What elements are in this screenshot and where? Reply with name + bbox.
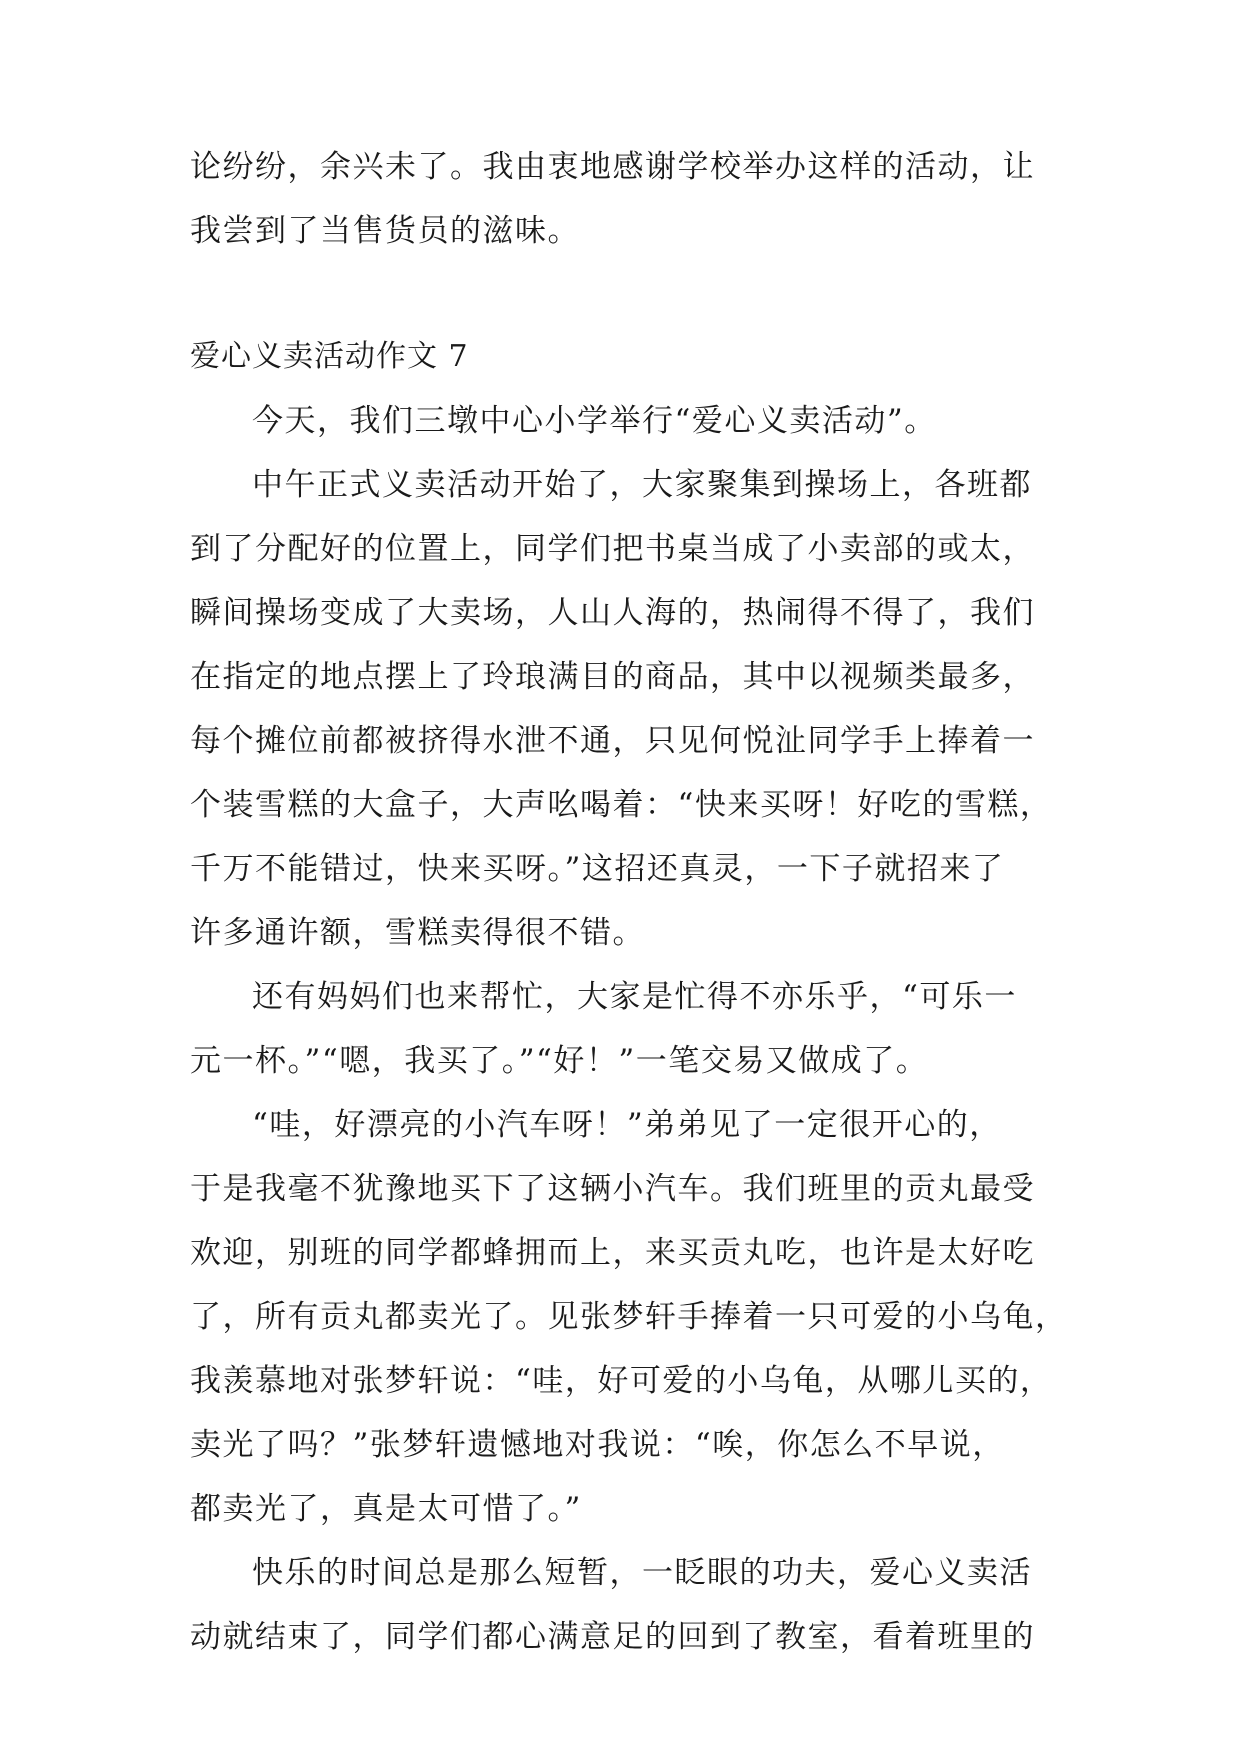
paragraph-line: 千万不能错过，快来买呀。”这招还真灵，一下子就招来了 bbox=[190, 851, 1005, 887]
paragraph-line: 我尝到了当售货员的滋味。 bbox=[190, 213, 580, 249]
paragraph-line: 都卖光了，真是太可惜了。” bbox=[190, 1491, 582, 1527]
paragraph-5 bbox=[190, 1541, 1060, 1669]
paragraph-2 bbox=[190, 453, 1060, 965]
paragraph-line: 了，所有贡丸都卖光了。见张梦轩手捧着一只可爱的小乌龟， bbox=[190, 1299, 1068, 1335]
paragraph-line: 欢迎，别班的同学都蜂拥而上，来买贡丸吃，也许是太好吃 bbox=[190, 1235, 1035, 1271]
paragraph-4 bbox=[190, 1093, 1068, 1541]
paragraph-line: 瞬间操场变成了大卖场，人山人海的，热闹得不得了，我们 bbox=[190, 595, 1035, 631]
paragraph-line: 许多通许额，雪糕卖得很不错。 bbox=[190, 915, 645, 951]
paragraph-line: 每个摊位前都被挤得水泄不通，只见何悦沚同学手上捧着一 bbox=[190, 723, 1035, 759]
paragraph-line: 于是我毫不犹豫地买下了这辆小汽车。我们班里的贡丸最受 bbox=[190, 1171, 1035, 1207]
paragraph-line: 动就结束了，同学们都心满意足的回到了教室，看着班里的 bbox=[190, 1619, 1035, 1655]
paragraph-line: 今天，我们三墩中心小学举行“爱心义卖活动”。 bbox=[252, 403, 937, 439]
section-heading-block bbox=[190, 325, 1060, 389]
paragraph-line: 在指定的地点摆上了玲琅满目的商品，其中以视频类最多， bbox=[190, 659, 1035, 695]
paragraph-1 bbox=[190, 389, 1060, 453]
paragraph-3 bbox=[190, 965, 1060, 1093]
paragraph-line: 我羡慕地对张梦轩说：“哇，好可爱的小乌龟，从哪儿买的， bbox=[190, 1363, 1053, 1399]
section-title: 爱心义卖活动作文 7 bbox=[190, 339, 469, 374]
paragraph-line: 卖光了吗？”张梦轩遗憾地对我说：“唉，你怎么不早说， bbox=[190, 1427, 1005, 1463]
paragraph-line: 还有妈妈们也来帮忙，大家是忙得不亦乐乎，“可乐一 bbox=[252, 979, 1017, 1015]
paragraph-line: 个装雪糕的大盒子，大声吆喝着：“快来买呀！好吃的雪糕， bbox=[190, 787, 1053, 823]
paragraph-line: 元一杯。”“嗯，我买了。”“好！”一笔交易又做成了。 bbox=[190, 1043, 929, 1079]
paragraph-line: “哇，好漂亮的小汽车呀！”弟弟见了一定很开心的， bbox=[252, 1107, 1002, 1143]
paragraph-line: 中午正式义卖活动开始了，大家聚集到操场上，各班都 bbox=[252, 467, 1032, 503]
continued-paragraph bbox=[190, 135, 1060, 263]
paragraph-line: 到了分配好的位置上，同学们把书桌当成了小卖部的或太， bbox=[190, 531, 1035, 567]
paragraph-line: 快乐的时间总是那么短暂，一眨眼的功夫，爱心义卖活 bbox=[252, 1555, 1032, 1591]
paragraph-line: 论纷纷，余兴未了。我由衷地感谢学校举办这样的活动，让 bbox=[190, 149, 1035, 185]
